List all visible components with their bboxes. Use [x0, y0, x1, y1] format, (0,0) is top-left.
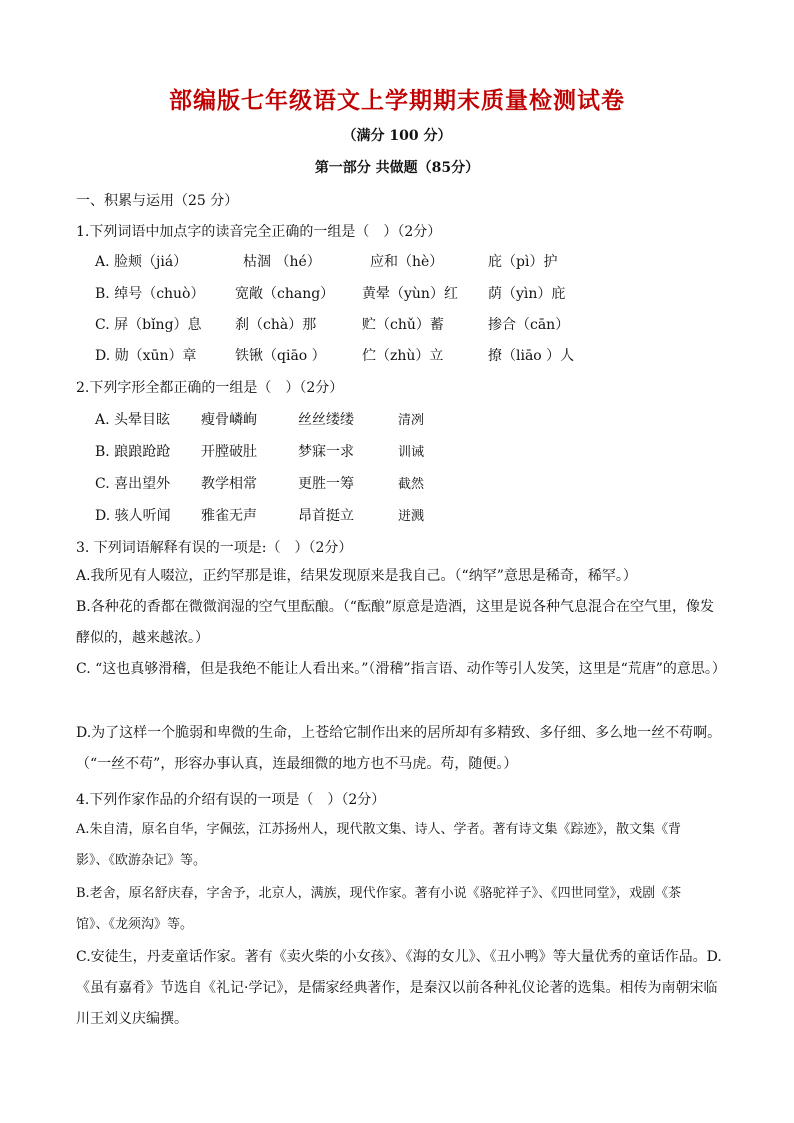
- question-1-stem: 1.下列词语中加点字的读音完全正确的一组是（ ）（2分）: [76, 224, 442, 240]
- question-3-option-a: A.我所见有人啜泣，正约罕那是谁，结果发现原来是我自己。（“纳罕”意思是稀奇，稀罕。）: [76, 568, 637, 584]
- option-cell: B. 绰号（chuò）: [95, 286, 205, 302]
- question-4-option-b: B.老舍，原名舒庆春，字舍予，北京人，满族，现代作家。著有小说《骆驼祥子》、《四世同堂》，戏剧《茶 馆》、《龙须沟》等。: [76, 886, 695, 932]
- option-cell: 掺合（cān）: [488, 317, 570, 333]
- question-3-option-b: B.各种花的香都在微微润湿的空气里酝酿。（“酝酿”原意是造酒，这里是说各种气息混合在空气里，像发酵似的，越来越浓。）: [76, 599, 715, 646]
- option-cell: 训诫: [398, 445, 425, 460]
- option-cell: 贮（chǔ）蓄: [362, 317, 444, 333]
- option-cell: C. 屏（bǐng）息: [95, 317, 202, 333]
- part-heading: 第一部分 共做题（85分）: [314, 160, 480, 176]
- full-score: （满分 100 分）: [342, 128, 452, 144]
- option-cell: 教学相常: [201, 476, 257, 492]
- option-cell: A. 脸颊（jiá）: [95, 254, 188, 270]
- option-cell: 应和（hè）: [370, 254, 444, 270]
- option-cell: 宽敞（chang）: [235, 286, 335, 302]
- option-cell: 黄晕（yùn）红: [362, 286, 458, 302]
- question-2-stem: 2.下列字形全都正确的一组是（ ）（2分）: [76, 380, 344, 396]
- option-cell: D. 勋（xūn）章: [95, 348, 197, 364]
- question-4-option-a: A.朱自清，原名自华，字佩弦，江苏扬州人，现代散文集、诗人、学者。著有诗文集《踪迹》，散文集《背 影》、《欧游杂记》等。: [76, 822, 695, 868]
- option-cell: 刹（chà）那: [235, 317, 317, 333]
- question-3-stem: 3. 下列词语解释有误的一项是:（ ）（2分）: [76, 540, 353, 556]
- section-heading: 一、积累与运用（25 分）: [76, 193, 239, 209]
- question-4-option-c-d: C.安徒生，丹麦童话作家。著有《卖火柴的小女孩》、《海的女儿》、《丑小鸭》等大量优秀的童话作品。D.《虽有嘉肴》节选自《礼记·学记》，是儒家经典著作，是秦汉以前各种礼仪论著的选集。相传为南朝宋临川王刘义庆编撰。: [76, 949, 722, 1027]
- question-3-option-d: D.为了这样一个脆弱和卑微的生命，上苍给它制作出来的居所却有多精致、多仔细、多么地一丝不苟啊。（“一丝不苟”，形容办事认真，连最细微的地方也不马虎。苟，随便。）: [76, 725, 722, 772]
- page-title: 部编版七年级语文上学期期末质量检测试卷: [169, 87, 625, 114]
- option-cell: 昂首挺立: [298, 508, 354, 524]
- option-cell: 荫（yìn）庇: [488, 286, 566, 302]
- option-cell: 撩（liāo ）人: [488, 348, 575, 364]
- option-cell: 梦寐一求: [298, 444, 354, 460]
- option-cell: 铁锹（qiāo ）: [235, 348, 326, 364]
- option-cell: B. 踉踉跄跄: [95, 444, 171, 460]
- option-cell: 枯涸 （hé）: [243, 254, 321, 270]
- option-cell: C. 喜出望外: [95, 476, 171, 492]
- option-cell: 瘦骨嶙峋: [201, 412, 257, 428]
- option-cell: D. 骇人听闻: [95, 508, 171, 524]
- option-cell: 伫（zhù）立: [362, 348, 444, 364]
- option-cell: 庇（pì）护: [488, 254, 558, 270]
- option-cell: A. 头晕目眩: [95, 412, 171, 428]
- option-cell: 截然: [398, 477, 425, 492]
- option-cell: 清冽: [398, 413, 425, 428]
- question-4-stem: 4.下列作家作品的介绍有误的一项是（ ）（2分）: [76, 792, 386, 808]
- option-cell: 更胜一筹: [298, 476, 354, 492]
- question-3-option-c: C. “这也真够滑稽，但是我绝不能让人看出来。”（滑稽”指言语、动作等引人发笑，这里是“荒唐”的意思。）: [76, 661, 726, 677]
- option-cell: 丝丝缕缕: [298, 412, 354, 428]
- option-cell: 开膛破肚: [201, 444, 257, 460]
- option-cell: 雅雀无声: [201, 508, 257, 524]
- option-cell: 迸溅: [398, 509, 425, 524]
